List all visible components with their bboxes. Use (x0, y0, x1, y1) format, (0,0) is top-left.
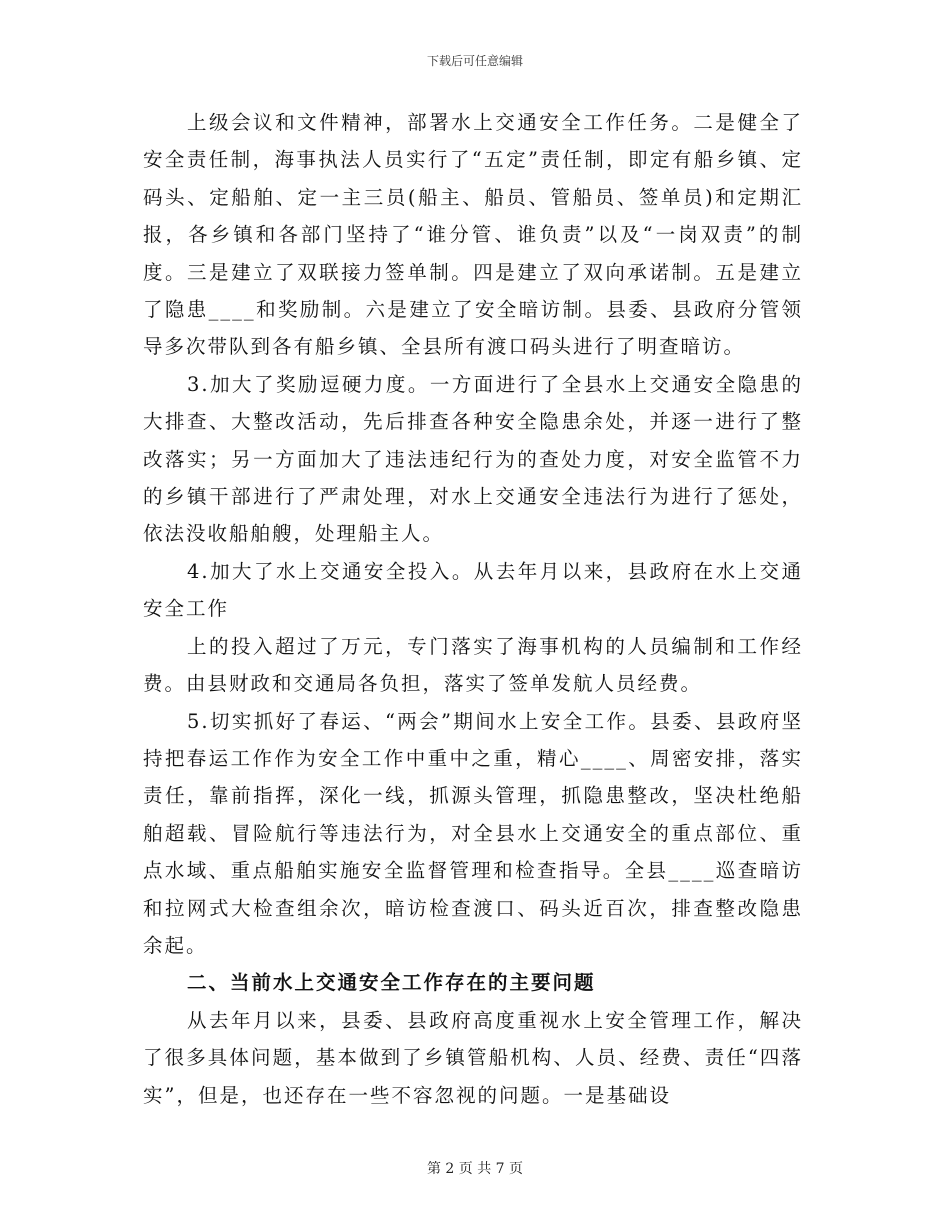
section-heading-main-problems: 二、当前水上交通安全工作存在的主要问题 (187, 971, 596, 995)
paragraph-investment-continued: 上的投入超过了万元，专门落实了海事机构的人员编制和工作经费。由县财政和交通局各负担，落实了签单发航人员经费。 (143, 634, 803, 696)
paragraph-spring-transport: 5.切实抓好了春运、“两会”期间水上安全工作。县委、县政府坚持把春运工作作为安全工作中重中之重，精心____、周密安排，落实责任，靠前指挥，深化一线，抓源头管理，抓隐患整改，坚决杜绝船舶超载、冒险航行等违法行为，对全县水上交通安全的重点部位、重点水域、重点船舶实施安全监督管理和检查指导。全县____巡查暗访和拉网式大检查组余次，暗访检查渡口、码头近百次，排查整改隐患余起。 (143, 709, 803, 957)
paragraph-reward-enforcement: 3.加大了奖励逗硬力度。一方面进行了全县水上交通安全隐患的大排查、大整改活动，先后排查各种安全隐患余处，并逐一进行了整改落实；另一方面加大了违法违纪行为的查处力度，对安全监管不力的乡镇干部进行了严肃处理，对水上交通安全违法行为进行了惩处，依法没收船舶艘，处理船主人。 (143, 372, 803, 546)
document-body (143, 104, 803, 1114)
page-footer: 第 2 页 共 7 页 (426, 1161, 524, 1177)
paragraph-safety-system: 上级会议和文件精神，部署水上交通安全工作任务。二是健全了安全责任制，海事执法人员实行了“五定”责任制，即定有船乡镇、定码头、定船舶、定一主三员(船主、船员、管船员、签单员)和定期汇报，各乡镇和各部门坚持了“谁分管、谁负责”以及“一岗双责”的制度。三是建立了双联接力签单制。四是建立了双向承诺制。五是建立了隐患____和奖励制。六是建立了安全暗访制。县委、县政府分管领导多次带队到各有船乡镇、全县所有渡口码头进行了明查暗访。 (143, 111, 803, 359)
paragraph-problems-intro: 从去年月以来，县委、县政府高度重视水上安全管理工作，解决了很多具体问题，基本做到了乡镇管船机构、人员、经费、责任“四落实”，但是，也还存在一些不容忽视的问题。一是基础设 (143, 1008, 803, 1107)
page-header: 下载后可任意编辑 (426, 54, 523, 68)
paragraph-safety-investment: 4.加大了水上交通安全投入。从去年月以来，县政府在水上交通安全工作 (143, 559, 803, 621)
